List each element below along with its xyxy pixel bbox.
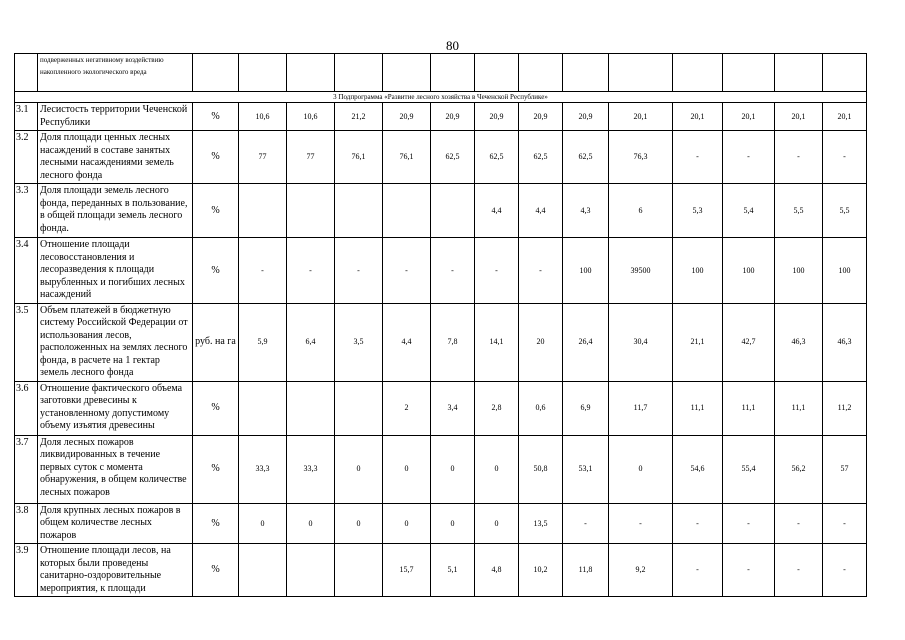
value-cell: 4,4 [383,303,431,381]
value-cell: 10,2 [519,544,563,597]
unit-cell: % [193,238,239,304]
value-cell: 5,4 [723,184,775,238]
subprogram-header-row [15,92,867,103]
value-cell: 11,1 [775,381,823,435]
page-number: 80 [446,38,459,53]
value-cell: - [673,131,723,184]
value-cell: - [723,544,775,597]
indicator-name: Доля лесных пожаров ликвидированных в течение первых суток с момента обнаружения, в общем количестве лесных пожаров [38,435,193,503]
value-cell: - [335,238,383,304]
value-cell [723,54,775,92]
value-cell: - [823,503,867,544]
value-cell: - [609,503,673,544]
value-cell [335,54,383,92]
indicators-table [14,53,867,597]
value-cell: 0 [383,503,431,544]
value-cell [239,184,287,238]
value-cell: - [723,131,775,184]
indicator-name: Отношение фактического объема заготовки древесины к установленному допустимому объему изъятия древесины [38,381,193,435]
row-index: 3.6 [15,381,38,435]
value-cell: 20,9 [431,103,475,131]
value-cell [287,381,335,435]
table-row [15,381,867,435]
value-cell: 100 [823,238,867,304]
value-cell: 54,6 [673,435,723,503]
value-cell: 2 [383,381,431,435]
value-cell: 11,7 [609,381,673,435]
value-cell: 57 [823,435,867,503]
value-cell: 53,1 [563,435,609,503]
table-row [15,103,867,131]
value-cell: 62,5 [475,131,519,184]
value-cell: 62,5 [563,131,609,184]
value-cell: - [823,131,867,184]
unit-cell [193,54,239,92]
value-cell: 4,4 [519,184,563,238]
value-cell: 3,4 [431,381,475,435]
value-cell: 7,8 [431,303,475,381]
value-cell: 11,2 [823,381,867,435]
value-cell: 0 [431,503,475,544]
value-cell: 62,5 [431,131,475,184]
value-cell: 39500 [609,238,673,304]
value-cell: - [775,544,823,597]
value-cell: 26,4 [563,303,609,381]
table-row [15,54,867,92]
value-cell: 76,3 [609,131,673,184]
value-cell [431,54,475,92]
row-index: 3.3 [15,184,38,238]
value-cell: - [287,238,335,304]
unit-cell: % [193,381,239,435]
value-cell: 0 [475,435,519,503]
value-cell: 5,5 [823,184,867,238]
value-cell: 20,1 [673,103,723,131]
value-cell: 0 [475,503,519,544]
value-cell: 100 [775,238,823,304]
value-cell: - [431,238,475,304]
value-cell: 0,6 [519,381,563,435]
value-cell: 20,9 [383,103,431,131]
value-cell [609,54,673,92]
value-cell: - [383,238,431,304]
value-cell [239,381,287,435]
value-cell [475,54,519,92]
value-cell: 0 [335,435,383,503]
value-cell [287,544,335,597]
unit-cell: руб. на га [193,303,239,381]
value-cell: 11,1 [673,381,723,435]
value-cell: 4,8 [475,544,519,597]
value-cell: 20,1 [723,103,775,131]
row-index [15,54,38,92]
value-cell [383,184,431,238]
value-cell: 20,9 [563,103,609,131]
value-cell [775,54,823,92]
value-cell: 50,8 [519,435,563,503]
unit-cell: % [193,544,239,597]
value-cell: 20,9 [519,103,563,131]
value-cell: 20,1 [609,103,673,131]
value-cell [239,54,287,92]
table-row [15,544,867,597]
value-cell: 33,3 [287,435,335,503]
value-cell: 4,4 [475,184,519,238]
value-cell [383,54,431,92]
value-cell: 0 [287,503,335,544]
value-cell: 5,9 [239,303,287,381]
value-cell: 46,3 [775,303,823,381]
value-cell: - [673,503,723,544]
value-cell: 6,9 [563,381,609,435]
value-cell: 20,9 [475,103,519,131]
value-cell: 0 [609,435,673,503]
value-cell: 3,5 [335,303,383,381]
subprogram-title: 3 Подпрограмма «Развитие лесного хозяйства в Чеченской Республике» [15,92,867,103]
value-cell: 14,1 [475,303,519,381]
value-cell: 10,6 [287,103,335,131]
value-cell: - [723,503,775,544]
value-cell: 5,1 [431,544,475,597]
value-cell: - [563,503,609,544]
unit-cell: % [193,435,239,503]
value-cell: 62,5 [519,131,563,184]
value-cell [823,54,867,92]
value-cell: 42,7 [723,303,775,381]
row-index: 3.2 [15,131,38,184]
value-cell: 100 [563,238,609,304]
value-cell: 15,7 [383,544,431,597]
value-cell: - [775,131,823,184]
value-cell: 33,3 [239,435,287,503]
table-row [15,184,867,238]
value-cell: 0 [335,503,383,544]
unit-cell: % [193,184,239,238]
value-cell: 77 [287,131,335,184]
value-cell: 0 [431,435,475,503]
value-cell: - [475,238,519,304]
value-cell: 46,3 [823,303,867,381]
value-cell: 100 [673,238,723,304]
value-cell: 77 [239,131,287,184]
value-cell: 0 [239,503,287,544]
value-cell: 56,2 [775,435,823,503]
value-cell: 9,2 [609,544,673,597]
value-cell [563,54,609,92]
indicator-name: Доля площади земель лесного фонда, переданных в пользование, в общей площади земель лесного фонда. [38,184,193,238]
value-cell: 20,1 [823,103,867,131]
indicator-name: Отношение площади лесов, на которых были проведены санитарно-оздоровительные мероприятия, к площади [38,544,193,597]
unit-cell: % [193,131,239,184]
value-cell: 30,4 [609,303,673,381]
value-cell: 21,1 [673,303,723,381]
indicator-name: Доля крупных лесных пожаров в общем количестве лесных пожаров [38,503,193,544]
value-cell: 4,3 [563,184,609,238]
table-row [15,503,867,544]
unit-cell: % [193,103,239,131]
row-index: 3.7 [15,435,38,503]
indicator-name: Отношение площади лесовосстановления и лесоразведения к площади вырубленных и погибших лесных насаждений [38,238,193,304]
row-index: 3.5 [15,303,38,381]
value-cell [431,184,475,238]
value-cell: 11,8 [563,544,609,597]
value-cell [335,381,383,435]
value-cell: - [673,544,723,597]
value-cell [287,184,335,238]
value-cell: 76,1 [335,131,383,184]
value-cell: 5,5 [775,184,823,238]
value-cell: 20,1 [775,103,823,131]
table-row [15,238,867,304]
unit-cell: % [193,503,239,544]
value-cell: 21,2 [335,103,383,131]
value-cell [239,544,287,597]
value-cell [519,54,563,92]
value-cell [335,184,383,238]
indicator-name: Доля площади ценных лесных насаждений в составе занятых лесными насаждениями земель лесного фонда [38,131,193,184]
table-row [15,131,867,184]
indicator-name: Лесистость территории Чеченской Республики [38,103,193,131]
value-cell: 20 [519,303,563,381]
value-cell: 76,1 [383,131,431,184]
value-cell: 6 [609,184,673,238]
value-cell: - [239,238,287,304]
value-cell [673,54,723,92]
table-row [15,435,867,503]
value-cell [287,54,335,92]
value-cell: 6,4 [287,303,335,381]
value-cell: 55,4 [723,435,775,503]
row-index: 3.1 [15,103,38,131]
value-cell: - [519,238,563,304]
value-cell: 0 [383,435,431,503]
value-cell [335,544,383,597]
value-cell: 11,1 [723,381,775,435]
row-index: 3.8 [15,503,38,544]
value-cell: 2,8 [475,381,519,435]
row-index: 3.9 [15,544,38,597]
value-cell: 13,5 [519,503,563,544]
table-row [15,303,867,381]
value-cell: 5,3 [673,184,723,238]
indicator-name: подверженных негативному воздействию накопленного экологического вреда [38,54,193,92]
value-cell: - [775,503,823,544]
row-index: 3.4 [15,238,38,304]
value-cell: - [823,544,867,597]
value-cell: 10,6 [239,103,287,131]
indicator-name: Объем платежей в бюджетную систему Российской Федерации от использования лесов, расположенных на землях лесного фонда, в расчете на 1 гектар земель лесного фонда [38,303,193,381]
value-cell: 100 [723,238,775,304]
